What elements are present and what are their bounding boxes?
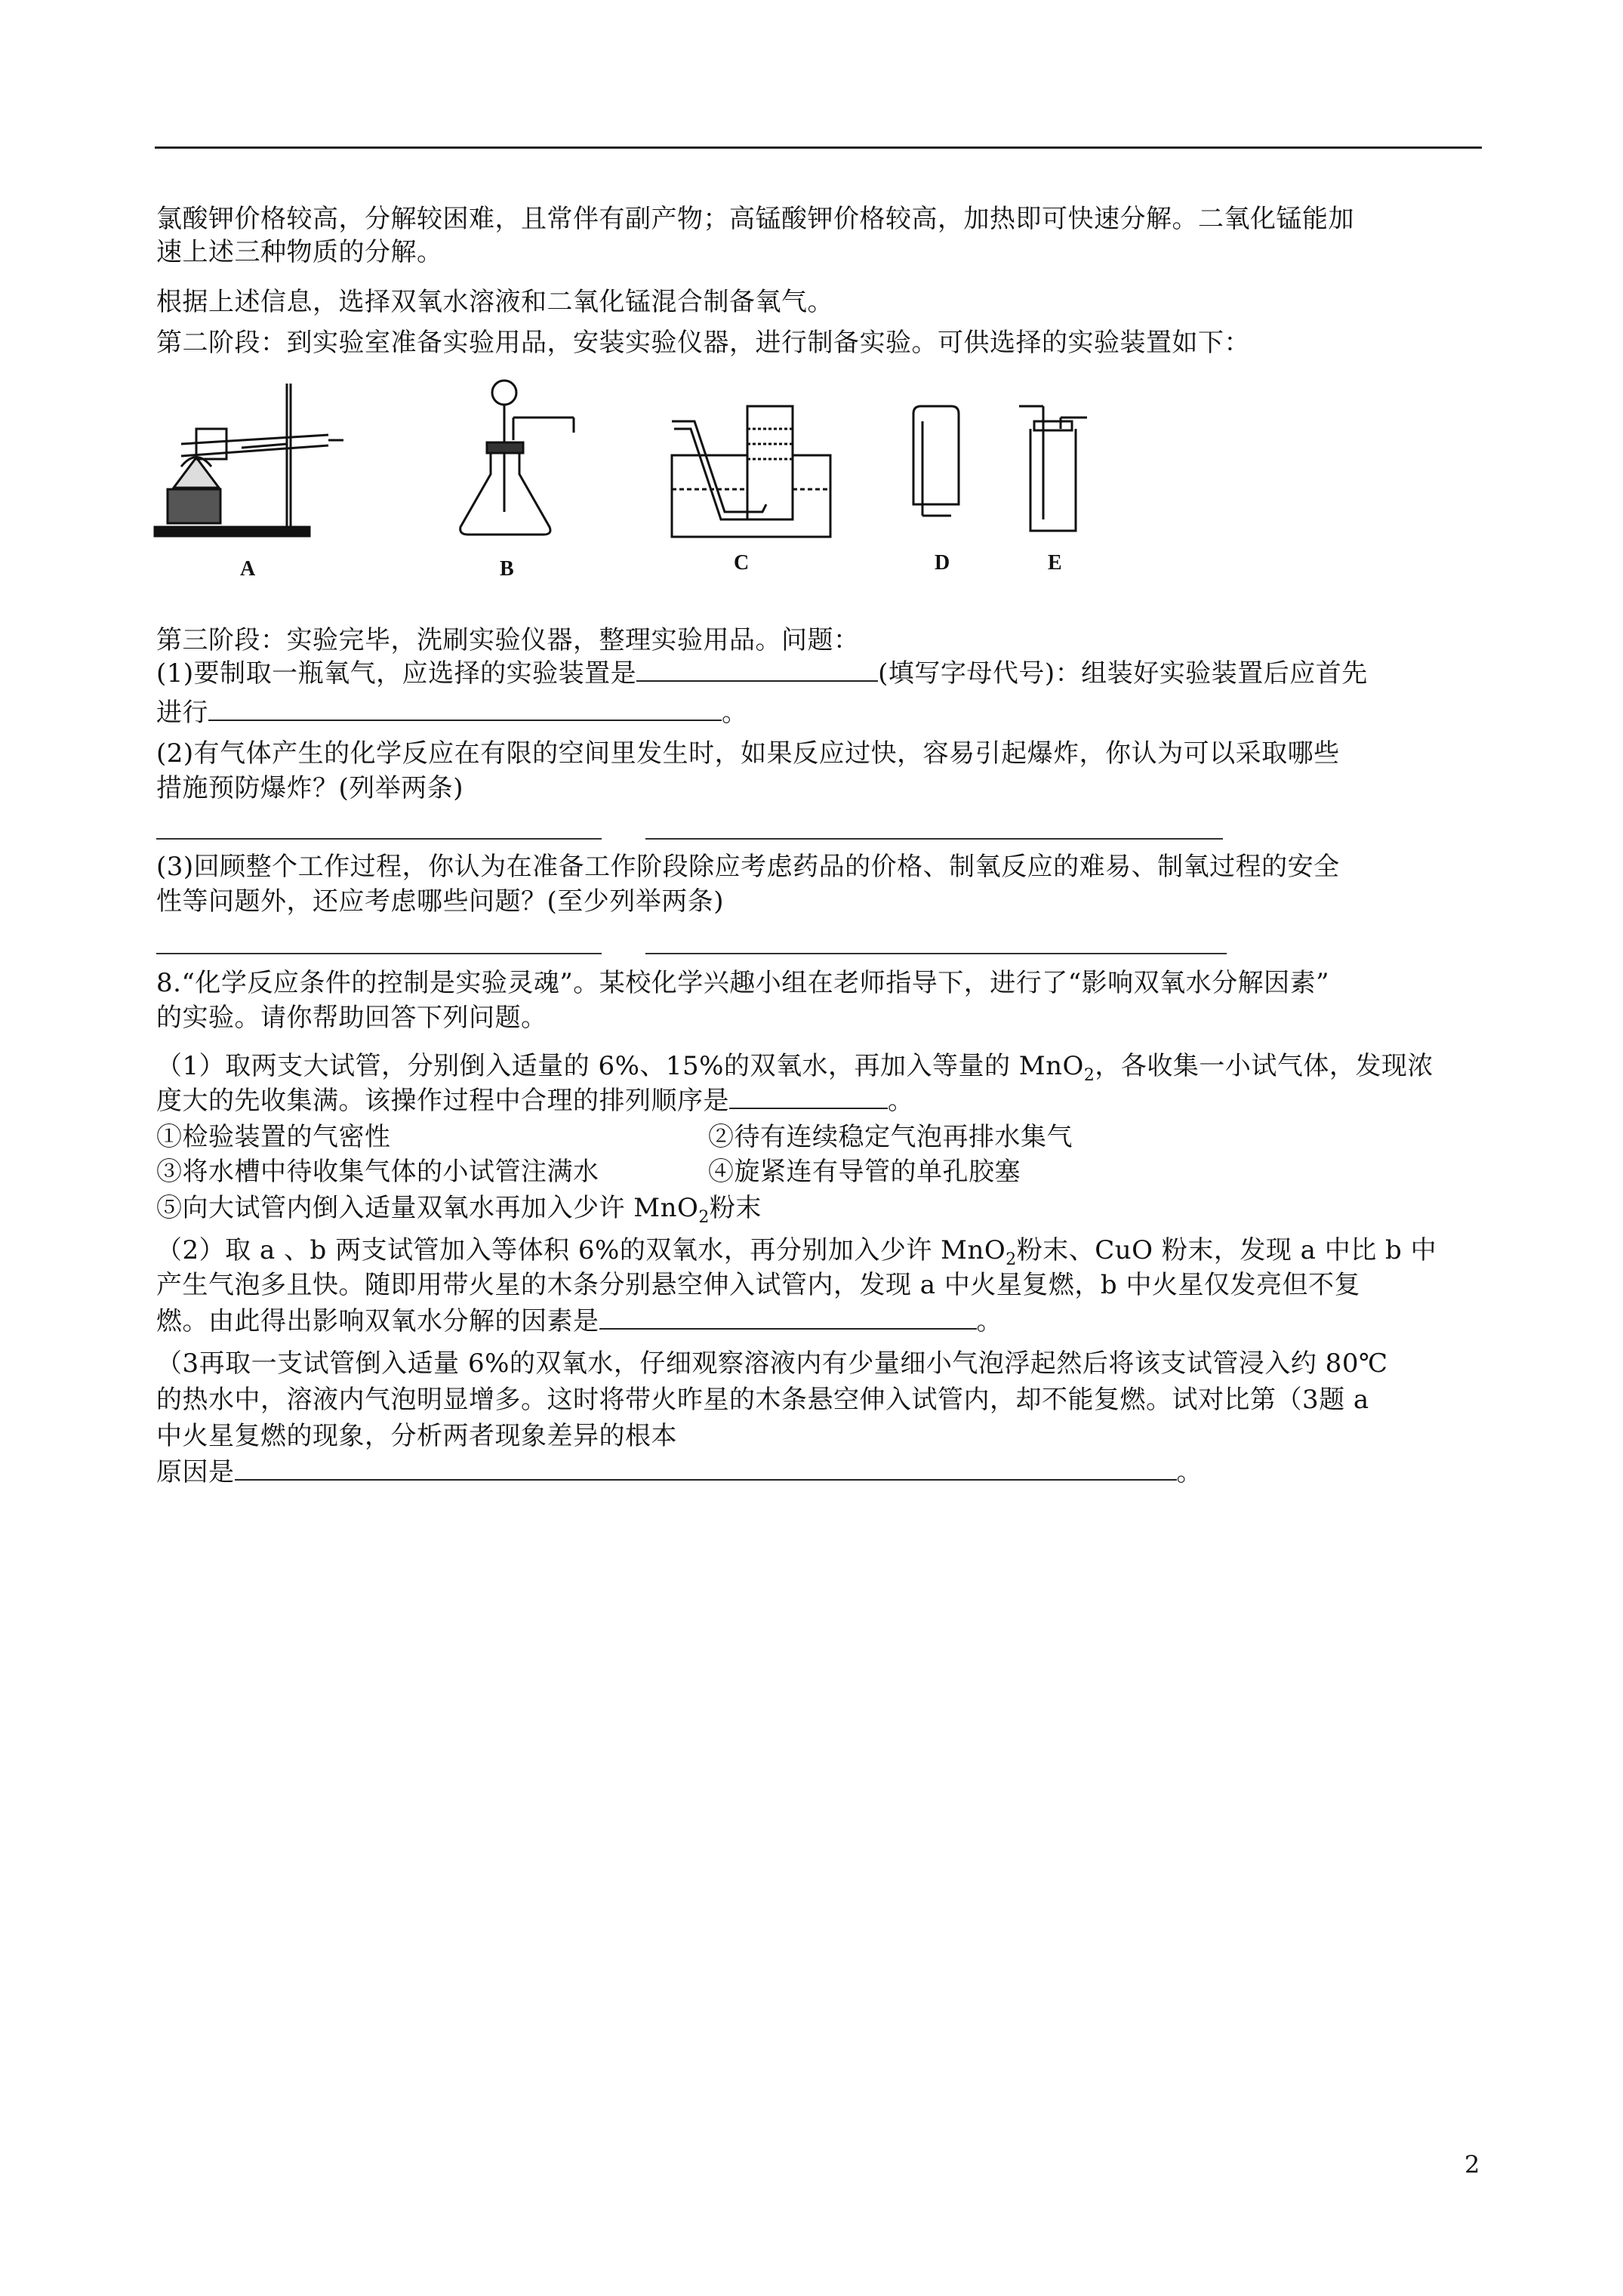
text-line: 性等问题外，还应考虑哪些问题？(至少列举两条) bbox=[156, 886, 725, 917]
text-line: (2)有气体产生的化学反应在有限的空间里发生时，如果反应过快，容易引起爆炸，你认为可以采取哪些 bbox=[156, 738, 1340, 769]
apparatus-c bbox=[672, 406, 830, 537]
option-1: ①检验装置的气密性 bbox=[156, 1122, 391, 1152]
text-line: 的热水中，溶液内气泡明显增多。这时将带火昨星的木条悬空伸入试管内，却不能复燃。试对比第（3题 a bbox=[156, 1385, 1369, 1415]
text-fragment: 燃。由此得出影响双氧水分解的因素是 bbox=[156, 1306, 599, 1336]
text-line: 措施预防爆炸？(列举两条) bbox=[156, 773, 464, 803]
text-line: 根据上述信息，选择双氧水溶液和二氧化锰混合制备氧气。 bbox=[156, 287, 833, 317]
text-fragment: (1)要制取一瓶氧气，应选择的实验装置是 bbox=[156, 658, 637, 689]
text-line bbox=[156, 1456, 1203, 1489]
text-fragment: 粉末 bbox=[709, 1193, 762, 1223]
text-line: 速上述三种物质的分解。 bbox=[156, 237, 443, 267]
page-number: 2 bbox=[1464, 2150, 1480, 2179]
text-line: 8.“化学反应条件的控制是实验灵魂”。某校化学兴趣小组在老师指导下，进行了“影响双氧水分解因素” bbox=[156, 968, 1329, 998]
answer-blank[interactable] bbox=[599, 1305, 977, 1330]
option-2: ②待有连续稳定气泡再排水集气 bbox=[708, 1122, 1073, 1152]
apparatus-b bbox=[460, 381, 574, 535]
text-line: 第三阶段：实验完毕，洗刷实验仪器，整理实验用品。问题： bbox=[156, 625, 860, 655]
answer-line[interactable] bbox=[156, 838, 602, 840]
answer-blank[interactable] bbox=[235, 1456, 1177, 1481]
text-fragment: （2）取 a 、b 两支试管加入等体积 6%的双氧水，再分别加入少许 MnO bbox=[156, 1235, 1006, 1265]
text-line: 中火星复燃的现象，分析两者现象差异的根本 bbox=[156, 1421, 677, 1451]
text-fragment: 原因是 bbox=[156, 1457, 235, 1487]
text-fragment: 进行 bbox=[156, 698, 208, 728]
header-rule bbox=[155, 146, 1482, 149]
apparatus-d bbox=[913, 406, 959, 516]
text-fragment: （1）取两支大试管，分别倒入适量的 6%、15%的双氧水，再加入等量的 MnO bbox=[156, 1051, 1084, 1081]
option-5 bbox=[156, 1191, 762, 1225]
figure-label-b: B bbox=[500, 557, 514, 581]
text-line bbox=[156, 1049, 1434, 1083]
answer-line[interactable] bbox=[156, 953, 602, 954]
subscript: 2 bbox=[698, 1207, 710, 1227]
answer-blank[interactable] bbox=[208, 697, 722, 721]
text-fragment: 度大的先收集满。该操作过程中合理的排列顺序是 bbox=[156, 1086, 729, 1116]
text-fragment: 。 bbox=[722, 698, 748, 728]
text-line bbox=[156, 1084, 914, 1117]
text-fragment: 。 bbox=[888, 1086, 914, 1116]
text-fragment: 粉末、CuO 粉末，发现 a 中比 b 中 bbox=[1016, 1235, 1437, 1265]
figure-label-a: A bbox=[240, 557, 256, 581]
text-fragment: (填写字母代号)：组装好实验装置后应首先 bbox=[878, 658, 1368, 689]
text-line bbox=[156, 1234, 1437, 1267]
question-1-line-2 bbox=[156, 696, 748, 729]
apparatus-e bbox=[1019, 406, 1087, 531]
text-line: (3)回顾整个工作过程，你认为在准备工作阶段除应考虑药品的价格、制氧反应的难易、制氧过程的安全 bbox=[156, 852, 1340, 882]
text-line: 氯酸钾价格较高，分解较困难，且常伴有副产物；高锰酸钾价格较高，加热即可快速分解。二氧化锰能加 bbox=[156, 204, 1354, 234]
subscript: 2 bbox=[1006, 1250, 1017, 1269]
text-line: （3再取一支试管倒入适量 6%的双氧水，仔细观察溶液内有少量细小气泡浮起然后将该支试管浸入约 80℃ bbox=[156, 1348, 1388, 1379]
subscript: 2 bbox=[1083, 1065, 1095, 1085]
text-fragment: 。 bbox=[976, 1306, 1002, 1336]
question-1-line bbox=[156, 657, 1368, 690]
figure-label-e: E bbox=[1048, 551, 1062, 575]
apparatus-figures bbox=[151, 376, 1208, 587]
answer-line[interactable] bbox=[645, 838, 1223, 840]
figure-label-c: C bbox=[734, 551, 750, 575]
text-fragment: 。 bbox=[1176, 1457, 1203, 1487]
text-line bbox=[156, 1305, 1002, 1338]
figure-label-d: D bbox=[935, 551, 950, 575]
text-line: 第二阶段：到实验室准备实验用品，安装实验仪器，进行制备实验。可供选择的实验装置如下： bbox=[156, 328, 1250, 358]
answer-line[interactable] bbox=[645, 953, 1227, 954]
answer-blank[interactable] bbox=[636, 658, 878, 682]
option-4: ④旋紧连有导管的单孔胶塞 bbox=[708, 1157, 1021, 1187]
option-3: ③将水槽中待收集气体的小试管注满水 bbox=[156, 1157, 599, 1187]
answer-blank[interactable] bbox=[729, 1085, 888, 1109]
text-fragment: ，各收集一小试气体，发现浓 bbox=[1095, 1051, 1434, 1081]
apparatus-a bbox=[155, 384, 343, 536]
text-line: 产生气泡多且快。随即用带火星的木条分别悬空伸入试管内，发现 a 中火星复燃，b 中火星仅发亮但不复 bbox=[156, 1270, 1360, 1300]
text-line: 的实验。请你帮助回答下列问题。 bbox=[156, 1003, 547, 1033]
text-fragment: ⑤向大试管内倒入适量双氧水再加入少许 MnO bbox=[156, 1193, 699, 1223]
